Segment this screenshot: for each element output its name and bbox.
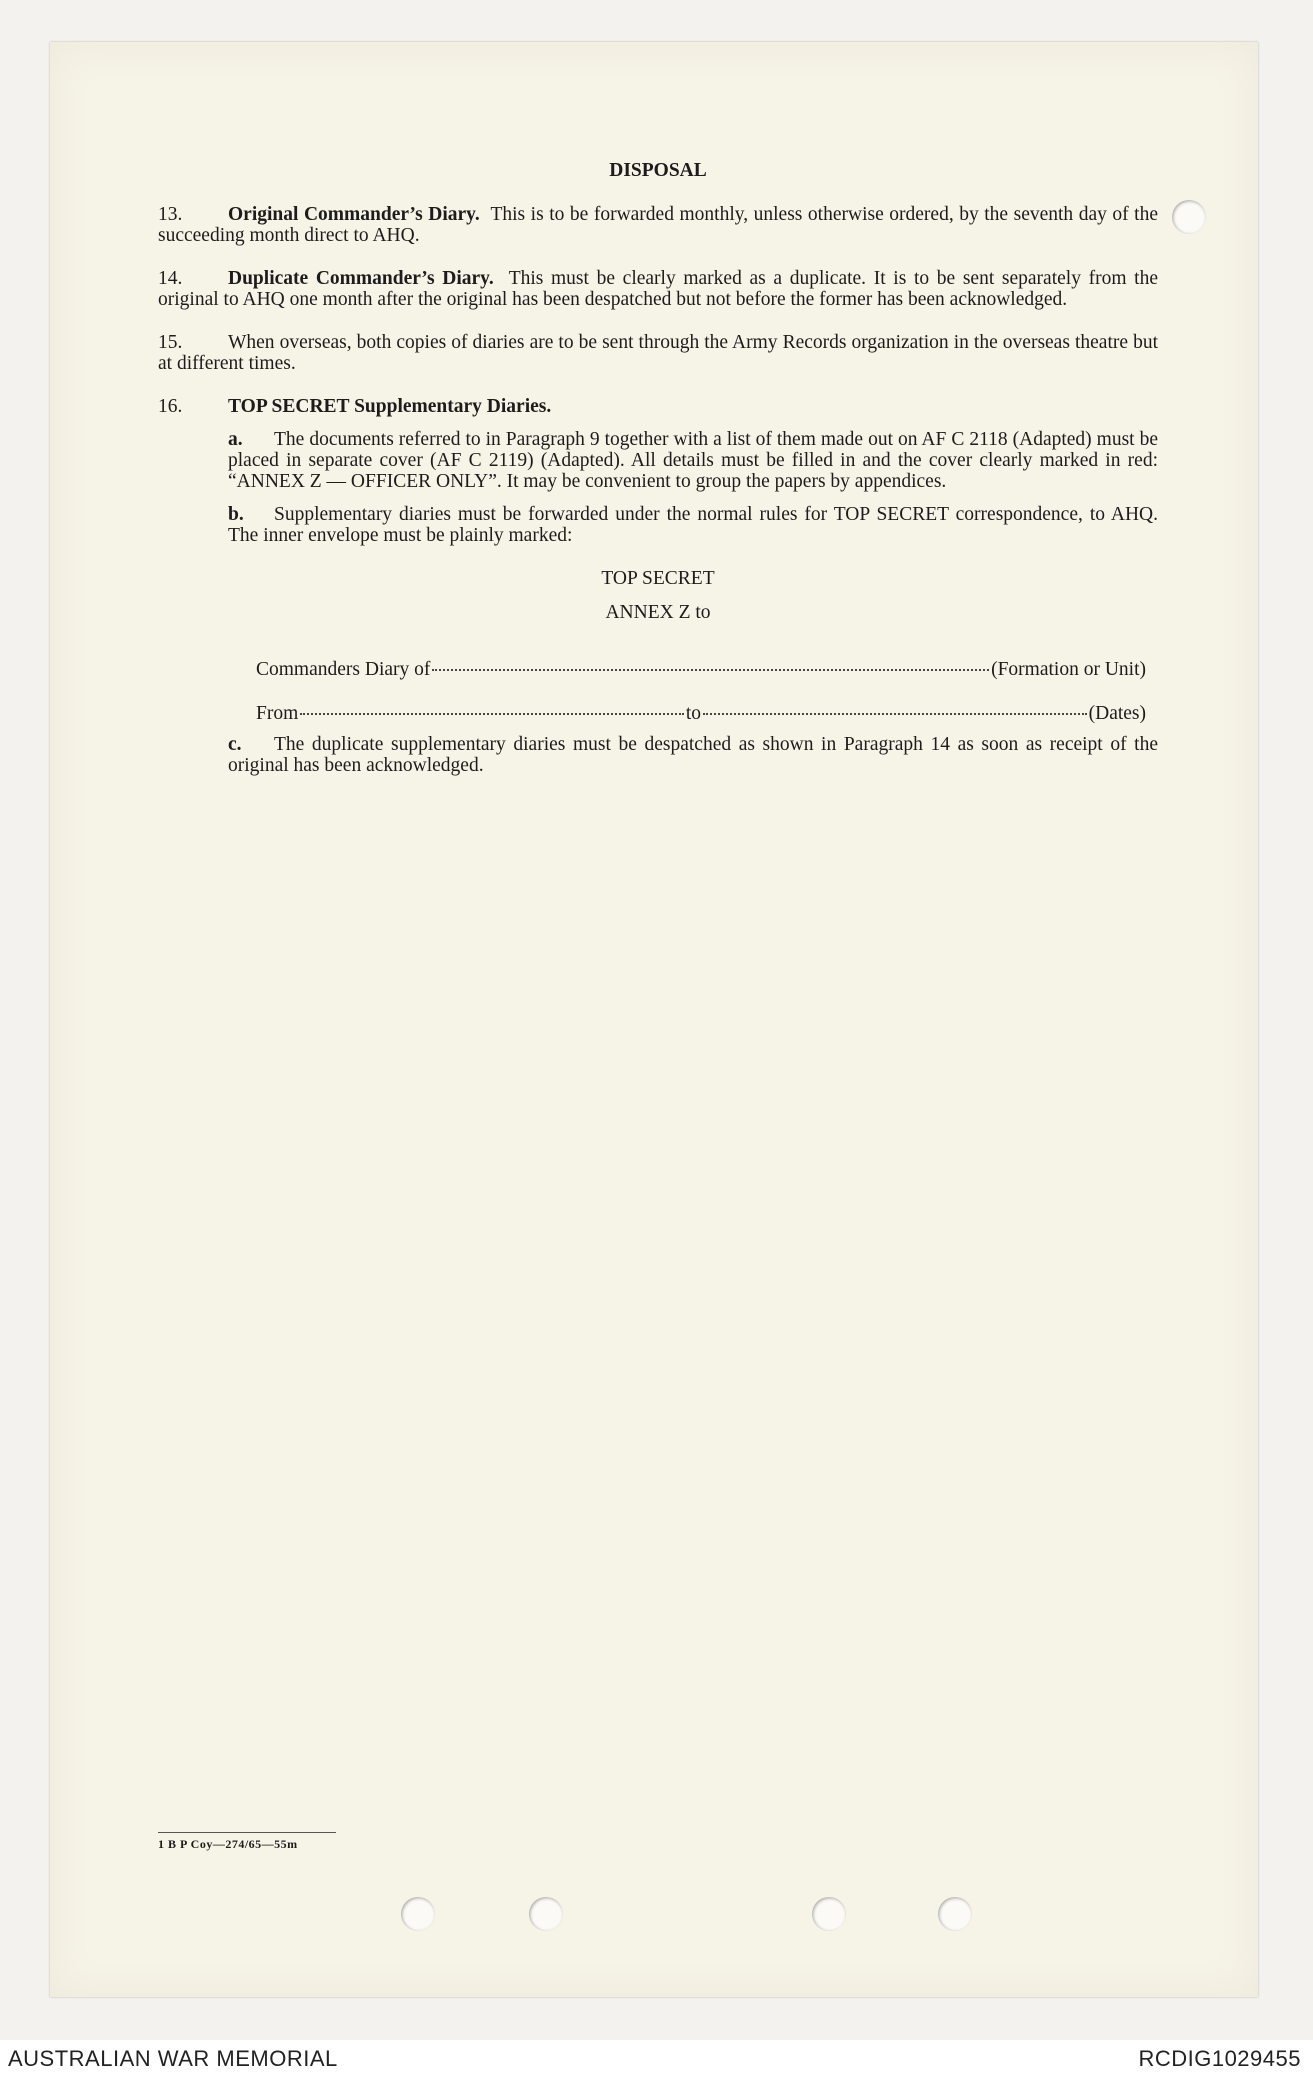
footer-institution: AUSTRALIAN WAR MEMORIAL [8, 2046, 338, 2071]
section-heading: DISPOSAL [609, 160, 707, 181]
subparagraph-letter: c. [228, 734, 242, 755]
fill-in-line [300, 713, 684, 715]
paragraph-15 [158, 332, 1158, 374]
paragraph-title: Duplicate Commander’s Diary. [228, 268, 494, 289]
subparagraph-text: The duplicate supplementary diaries must be despatched as shown in Paragraph 14 as soon as receipt of the original has been acknowledged. [228, 734, 1158, 776]
subparagraph-a [228, 429, 1158, 492]
paragraph-title: Original Commander’s Diary. [228, 204, 480, 225]
form-suffix: (Formation or Unit) [991, 659, 1146, 680]
form-label: Commanders Diary of [256, 659, 431, 680]
paragraph-13 [158, 204, 1158, 246]
paragraph-number: 16. [158, 396, 183, 417]
form-line-diary [256, 659, 1146, 680]
punch-hole [1172, 200, 1206, 234]
paragraph-14 [158, 268, 1158, 310]
punch-hole [938, 1897, 972, 1931]
marking-top-secret: TOP SECRET [601, 568, 715, 589]
paragraph-text: This must be clearly marked as a duplicate. It is to be sent separately from the original to AHQ one month after the original has been despatched but not before the former has been acknowledged. [158, 268, 1158, 310]
footer-reference: RCDIG1029455 [1138, 2046, 1301, 2071]
paragraph-title: TOP SECRET Supplementary Diaries. [228, 396, 552, 417]
paragraph-number: 13. [158, 204, 183, 225]
subparagraph-text: The documents referred to in Paragraph 9 together with a list of them made out on AF C 2118 (Adapted) must be placed in separate cover (AF C 2119) (Adapted). All details must be filled in and the cover clearly marked in red: “ANNEX Z — OFFICER ONLY”. It may be convenient to group the papers by appendices. [228, 429, 1158, 492]
subparagraph-b [228, 504, 1158, 546]
form-label: to [685, 703, 702, 724]
paragraph-text: When overseas, both copies of diaries are to be sent through the Army Records organization in the overseas theatre but at different times. [158, 332, 1158, 374]
form-line-dates [256, 703, 1146, 724]
document-body [158, 160, 1158, 776]
form-label: From [256, 703, 299, 724]
paragraph-16 [158, 396, 1158, 417]
marking-annex-z: ANNEX Z to [605, 602, 711, 623]
fill-in-line [703, 713, 1087, 715]
subparagraph-letter: a. [228, 429, 243, 450]
punch-hole [812, 1897, 846, 1931]
punch-hole [401, 1897, 435, 1931]
paragraph-number: 14. [158, 268, 183, 289]
paragraph-number: 15. [158, 332, 183, 353]
form-suffix: (Dates) [1088, 703, 1147, 724]
subparagraph-text: Supplementary diaries must be forwarded under the normal rules for TOP SECRET correspondence, to AHQ. The inner envelope must be plainly marked: [228, 504, 1158, 546]
printer-rule [158, 1832, 336, 1833]
subparagraph-c [228, 734, 1158, 776]
punch-hole [529, 1897, 563, 1931]
printer-mark: 1 B P Coy—274/65—55m [158, 1837, 298, 1851]
fill-in-line [432, 669, 989, 671]
subparagraph-letter: b. [228, 504, 244, 525]
paragraph-text: This is to be forwarded monthly, unless otherwise ordered, by the seventh day of the succeeding month direct to AHQ. [158, 204, 1159, 246]
